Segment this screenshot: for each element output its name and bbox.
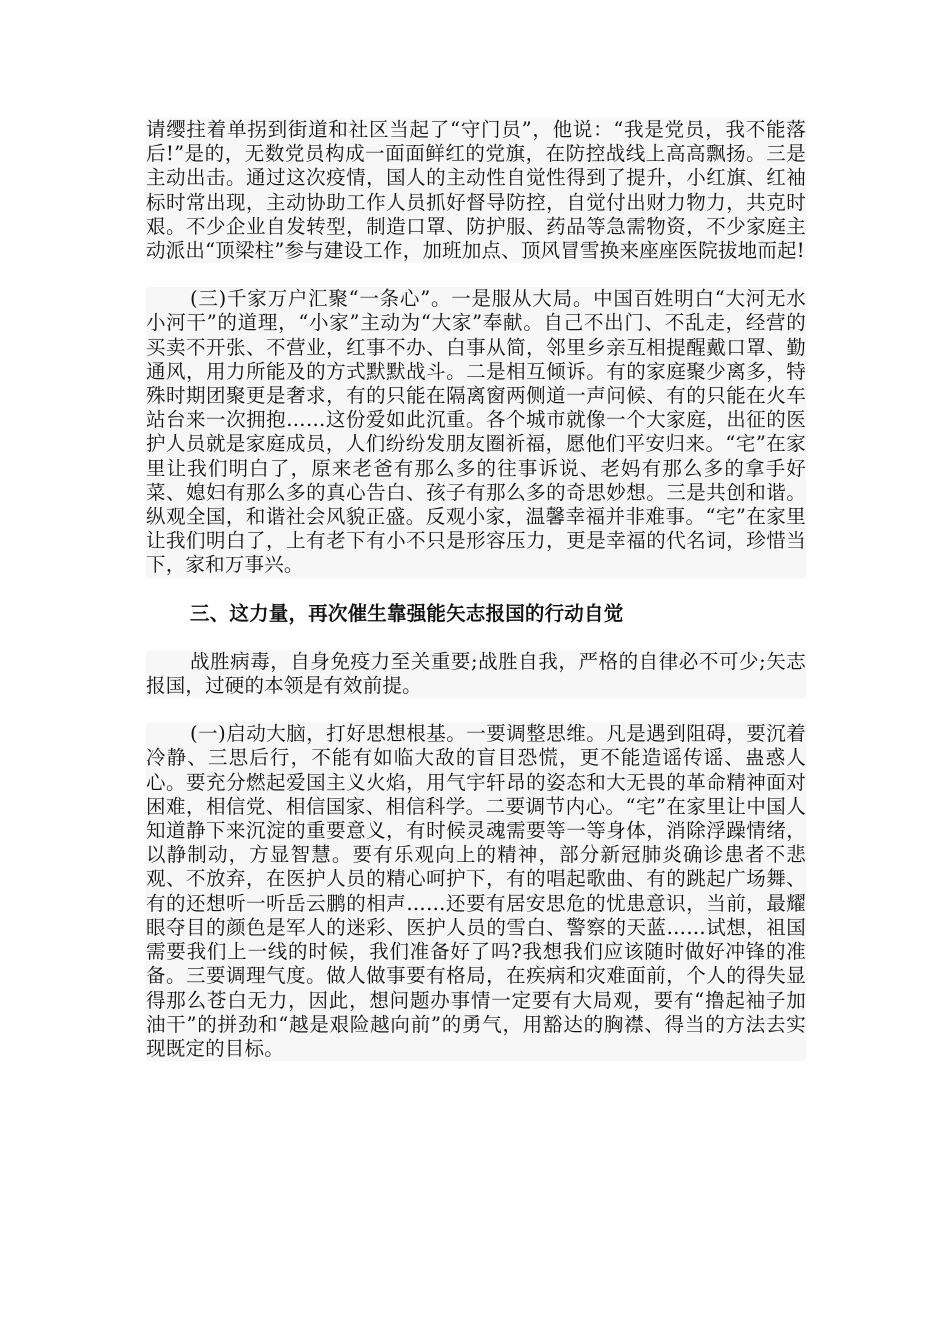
paragraph-intro: 战胜病毒，自身免疫力至关重要;战胜自我，严格的自律必不可少;矢志报国，过硬的本领是有效前提。 [146,649,806,698]
document-body [146,118,806,1061]
paragraph-gap [146,626,806,650]
paragraph-section-one: (一)启动大脑，打好思想根基。一要调整思维。凡是遇到阻碍，要沉着冷静、三思后行，不能有如临大敌的盲目恐慌，更不能造谣传谣、蛊惑人心。要充分燃起爱国主义火焰，用气宇轩昂的姿态和大无畏的革命精神面对困难，相信党、相信国家、相信科学。二要调节内心。“宅”在家里让中国人知道静下来沉淀的重要意义，有时候灵魂需要等一等身体，消除浮躁情绪，以静制动，方显智慧。要有乐观向上的精神，部分新冠肺炎确诊患者不悲观、不放弃，在医护人员的精心呵护下，有的唱起歌曲、有的跳起广场舞、有的还想听一听岳云鹏的相声……还要有居安思危的忧患意识，当前，最耀眼夺目的颜色是军人的迷彩、医护人员的雪白、警察的天蓝……试想，祖国需要我们上一线的时候，我们准备好了吗?我想我们应该随时做好冲锋的准备。三要调理气度。做人做事要有格局，在疾病和灾难面前，个人的得失显得那么苍白无力，因此，想问题办事情一定要有大局观，要有“撸起袖子加油干”的拼劲和“越是艰险越向前”的勇气，用豁达的胸襟、得当的方法去实现既定的目标。 [146,722,806,1060]
paragraph-continuation: 请缨拄着单拐到街道和社区当起了“守门员”，他说：“我是党员，我不能落后!”是的，无数党员构成一面面鲜红的党旗，在防控战线上高高飘扬。三是主动出击。通过这次疫情，国人的主动性自觉性得到了提升，小红旗、红袖标时常出现，主动协助工作人员抓好督导防控，自觉付出财力物力，共克时艰。不少企业自发转型，制造口罩、防护服、药品等急需物资，不少家庭主动派出“顶梁柱”参与建设工作，加班加点、顶风冒雪换来座座医院拔地而起! [146,118,806,263]
section-heading: 三、这力量，再次催生靠强能矢志报国的行动自觉 [190,601,624,625]
paragraph-gap [146,578,806,602]
paragraph-gap [146,698,806,722]
paragraph-gap [146,263,806,287]
paragraph-section-three: (三)千家万户汇聚“一条心”。一是服从大局。中国百姓明白“大河无水小河干”的道理，“小家”主动为“大家”奉献。自己不出门、不乱走，经营的买卖不开张、不营业，红事不办、白事从简，邻里乡亲互相提醒戴口罩、勤通风，用力所能及的方式默默战斗。二是相互倾诉。有的家庭聚少离多，特殊时期团聚更是奢求，有的只能在隔离窗两侧道一声问候、有的只能在火车站台来一次拥抱……这份爱如此沉重。各个城市就像一个大家庭，出征的医护人员就是家庭成员，人们纷纷发朋友圈祈福，愿他们平安归来。“宅”在家里让我们明白了，原来老爸有那么多的往事诉说、老妈有那么多的拿手好菜、媳妇有那么多的真心告白、孩子有那么多的奇思妙想。三是共创和谐。纵观全国，和谐社会风貌正盛。反观小家，温馨幸福并非难事。“宅”在家里让我们明白了，上有老下有小不只是形容压力，更是幸福的代名词，珍惜当下，家和万事兴。 [146,287,806,577]
